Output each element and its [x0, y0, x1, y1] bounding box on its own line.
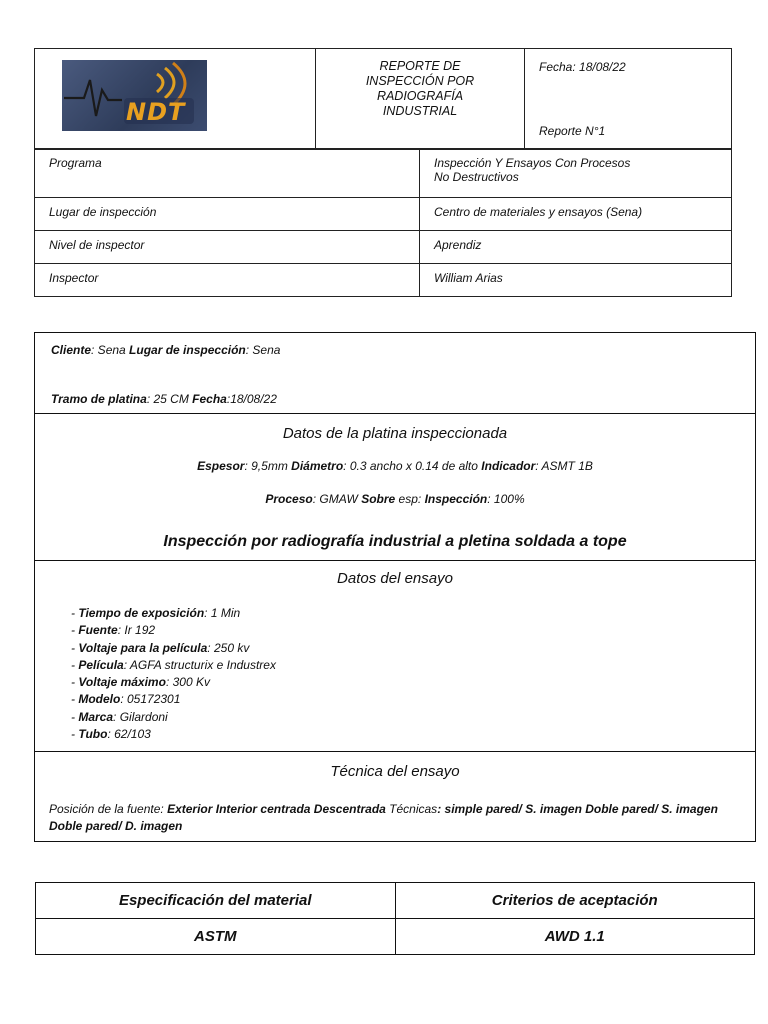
info-value: [420, 149, 732, 198]
item-value: : 1 Min: [204, 606, 241, 620]
table-row: [36, 919, 755, 955]
table-row: [35, 198, 732, 231]
report-number: Reporte N°1: [539, 124, 606, 138]
report-title: [316, 49, 525, 150]
source-position-label: Posición de la fuente:: [49, 802, 168, 816]
section-title: Técnica del ensayo: [330, 763, 460, 780]
ndt-logo: [62, 60, 207, 131]
list-item: - Tiempo de exposición: 1 Min: [71, 606, 241, 620]
indicator-label: Indicador: [481, 459, 536, 473]
inspection-value: : 100%: [487, 492, 525, 506]
acceptance-criteria-header: Criterios de aceptación: [395, 883, 755, 919]
client-line: [51, 343, 280, 357]
diameter-value: : 0.3 ancho x 0.14 de alto: [343, 459, 482, 473]
date-value: :18/08/22: [226, 392, 277, 406]
plate-specs-line: [35, 459, 755, 473]
item-value: : Ir 192: [117, 623, 156, 638]
item-value: : 62/103: [107, 727, 151, 742]
info-label: Lugar de inspección: [35, 198, 420, 231]
inspection-label: Inspección: [424, 492, 488, 506]
title-line: RADIOGRAFÍA: [376, 89, 464, 103]
list-item: - Fuente: Ir 192: [71, 623, 156, 638]
client-label: Cliente: [51, 343, 92, 357]
indicator-value: : ASMT 1B: [535, 459, 593, 473]
item-value: : 250 kv: [207, 640, 250, 655]
list-item: - Película: AGFA structurix e Industrex: [71, 657, 276, 672]
item-value: : 300 Kv: [165, 675, 210, 690]
list-item: - Tubo: 62/103: [71, 727, 151, 742]
list-item: - Modelo: 05172301: [71, 692, 181, 707]
item-label: Tubo: [78, 727, 108, 742]
info-label: Nivel de inspector: [35, 231, 420, 264]
info-value-line: No Destructivos: [434, 170, 519, 184]
plate-data-section: [35, 414, 755, 561]
logo-cell: [35, 49, 316, 150]
techniques-values: : simple pared/ S. imagen Doble pared/ S. imagen Doble pared/ D. imagen: [49, 802, 718, 833]
report-body: [34, 332, 756, 842]
source-position-values: Exterior Interior centrada Descentrada: [167, 802, 386, 816]
client-section: [35, 333, 755, 414]
over-value: esp:: [395, 492, 425, 506]
technique-section: [35, 752, 755, 841]
info-value-line: Inspección Y Ensayos Con Procesos: [434, 156, 631, 170]
date-cell: [525, 49, 732, 150]
item-label: Película: [78, 657, 124, 672]
title-line: REPORTE DE: [379, 59, 461, 73]
info-value: William Arias: [420, 264, 732, 297]
info-value: Aprendiz: [420, 231, 732, 264]
title-line: INDUSTRIAL: [382, 104, 458, 118]
table-row: [35, 149, 732, 198]
item-label: Marca: [78, 709, 114, 724]
logo-text: NDT: [126, 98, 186, 126]
acceptance-criteria-value: AWD 1.1: [395, 919, 755, 955]
report-header-table: [34, 48, 732, 150]
over-label: Sobre: [361, 492, 396, 506]
test-data-section: [35, 561, 755, 752]
info-value: Centro de materiales y ensayos (Sena): [420, 198, 732, 231]
techniques-label: Técnicas: [385, 802, 438, 816]
date-label: Fecha: [192, 392, 227, 406]
table-row: [35, 231, 732, 264]
item-value: : 05172301: [120, 692, 181, 707]
location-value: : Sena: [245, 343, 281, 357]
spec-table: [35, 882, 755, 955]
list-item: - Marca: Gilardoni: [71, 709, 168, 724]
thickness-label: Espesor: [197, 459, 245, 473]
item-value: : AGFA structurix e Industrex: [123, 657, 276, 672]
process-line: [35, 492, 755, 506]
info-label: Inspector: [35, 264, 420, 297]
material-spec-header: Especificación del material: [36, 883, 396, 919]
title-line: INSPECCIÓN POR: [365, 74, 475, 88]
diameter-label: Diámetro: [291, 459, 344, 473]
list-item: - Voltaje máximo: 300 Kv: [71, 675, 210, 690]
thickness-value: : 9,5mm: [244, 459, 292, 473]
segment-line: [51, 392, 277, 406]
info-table: [34, 148, 732, 297]
material-spec-value: ASTM: [36, 919, 396, 955]
process-label: Proceso: [265, 492, 313, 506]
item-label: Voltaje máximo: [78, 675, 166, 690]
process-value: : GMAW: [312, 492, 362, 506]
test-data-list: [71, 605, 276, 743]
info-label: Programa: [35, 149, 420, 198]
list-item: - Voltaje para la película: 250 kv: [71, 640, 250, 655]
item-value: : Gilardoni: [113, 709, 168, 724]
segment-value: : 25 CM: [146, 392, 193, 406]
location-label: Lugar de inspección: [129, 343, 246, 357]
inspection-headline: Inspección por radiografía industrial a pletina soldada a tope: [163, 533, 627, 550]
item-label: Tiempo de exposición: [78, 606, 205, 620]
table-row: [36, 883, 755, 919]
section-title: Datos del ensayo: [337, 570, 453, 587]
report-date: Fecha: 18/08/22: [539, 60, 626, 74]
table-row: [35, 264, 732, 297]
technique-text: [49, 801, 741, 835]
item-label: Voltaje para la película: [78, 640, 208, 655]
client-value: : Sena: [91, 343, 130, 357]
item-label: Modelo: [78, 692, 121, 707]
section-title: Datos de la platina inspeccionada: [282, 425, 508, 442]
item-label: Fuente: [78, 623, 118, 638]
segment-label: Tramo de platina: [51, 392, 147, 406]
